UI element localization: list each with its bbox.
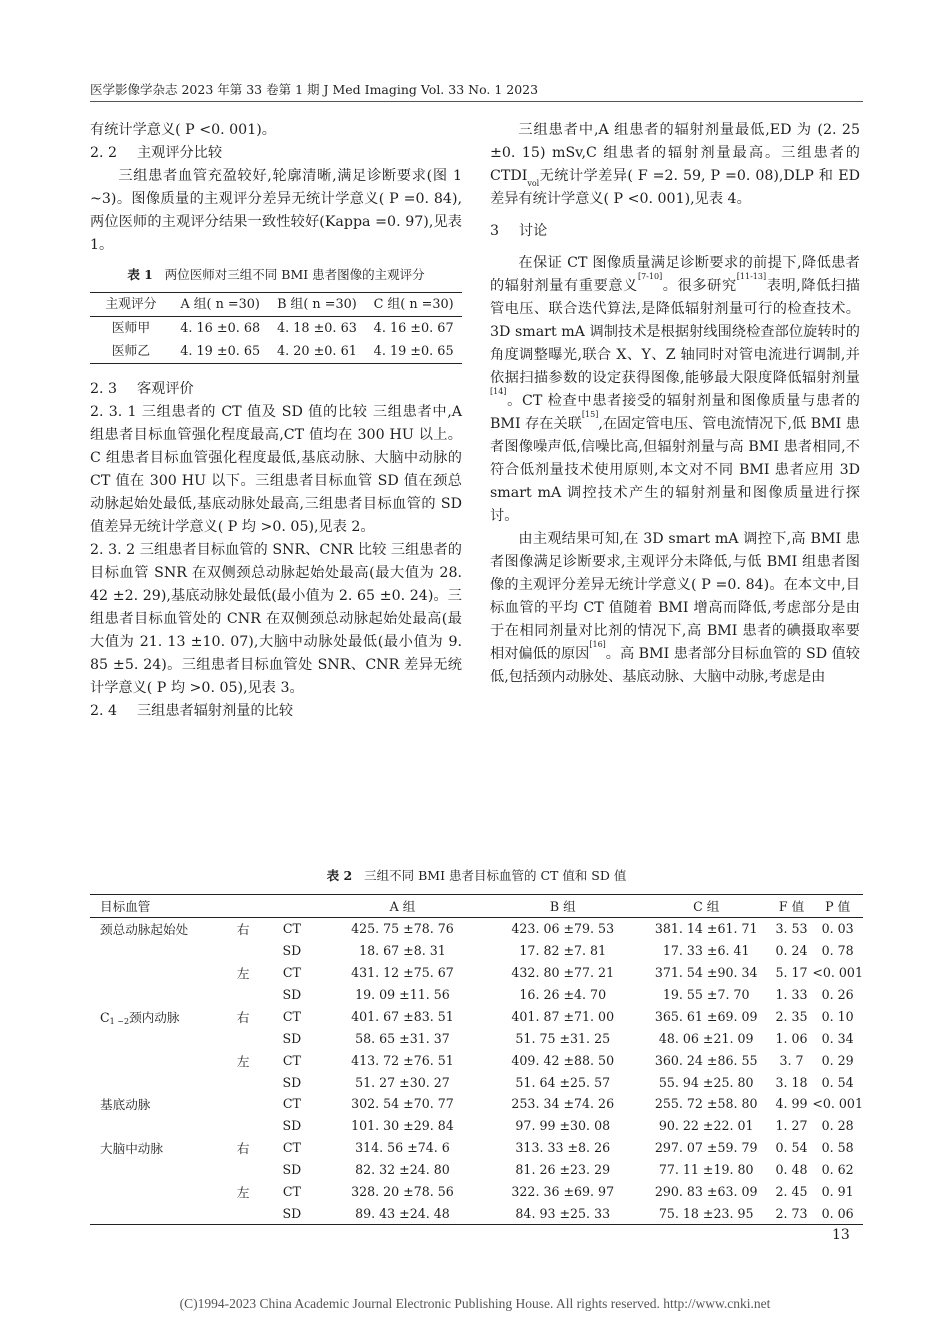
table-cell-vessel [90,1071,224,1093]
table2-header: 目标血管 [100,899,151,915]
heading-3-title: 讨论 [518,223,548,239]
table-cell-p: 0. 62 [821,1162,854,1178]
table-cell-a: 89. 43 ±24. 48 [355,1205,450,1221]
table-cell-side [224,1071,263,1093]
table-row [90,1137,863,1159]
heading-2-3-title: 客观评价 [136,381,194,397]
table-cell-metric: SD [282,987,302,1002]
table-cell-p: 0. 58 [821,1140,854,1156]
table-cell-side [224,940,263,962]
table-cell-a: 58. 65 ±31. 37 [355,1030,450,1046]
table-cell-c: 290. 83 ±63. 09 [654,1184,758,1200]
table-row [90,1115,863,1137]
table-cell-vessel: 大脑中动脉 [100,1141,163,1157]
table-cell-c: 90. 22 ±22. 01 [658,1118,754,1134]
table-cell-b: 423. 06 ±79. 53 [511,921,615,937]
vessel-text: C [100,1009,110,1025]
table-cell-b: 84. 93 ±25. 33 [515,1205,611,1221]
table-cell-p: 0. 34 [821,1030,854,1046]
table-row [90,1071,863,1093]
table-cell-p: 0. 29 [821,1052,854,1068]
table-cell-b: 401. 87 ±71. 00 [511,1008,615,1024]
table-cell-p: <0. 001 [812,965,863,981]
table2-header: P 值 [825,899,851,915]
table1-header: 主观评分 [105,297,157,312]
table2-block [90,860,863,1225]
table-row [90,1093,863,1115]
table-cell-side [224,984,263,1006]
table-cell-metric: CT [282,1096,301,1112]
table-cell-metric: CT [282,1008,301,1024]
table-cell-c: 17. 33 ±6. 41 [662,943,750,959]
table2-body [90,917,863,1224]
table-cell-f: 1. 06 [775,1030,808,1046]
table-cell-metric: SD [282,1205,302,1221]
table-cell-c: 55. 94 ±25. 80 [658,1074,754,1090]
heading-2-4 [90,700,462,723]
table-cell-a: 401. 67 ±83. 51 [351,1008,454,1024]
table-cell-c: 19. 55 ±7. 70 [662,987,750,1002]
table-cell-a: 18. 67 ±8. 31 [359,943,446,959]
table-cell: 4. 20 ±0. 61 [276,344,357,359]
heading-3 [490,220,860,243]
table-cell-f: 3. 18 [775,1074,808,1090]
table-cell-p: 0. 28 [821,1118,854,1134]
table-cell-b: 253. 34 ±74. 26 [511,1096,615,1112]
table-cell-side: 左 [236,1185,250,1201]
table-cell-b: 17. 82 ±7. 81 [519,943,607,959]
table-cell-c: 77. 11 ±19. 80 [658,1162,754,1178]
paragraph-2-3-1: 2. 3. 1 三组患者的 CT 值及 SD 值的比较 三组患者中,A 组患者目标血管强化程度最高,CT 值均在 300 HU 以上。C 组患者目标血管强化程度最低,基底动脉、大脑中动脉的 CT 值在 300 HU 以下。三组患者目标血管 SD 值在颈总动脉起始处最低,基底动脉处最高,三组患者目标血管的 SD 值差异无统计学意义( P 均 >0. 05),见表 2。 [90,404,462,535]
table-cell-vessel [90,1005,224,1027]
heading-2-4-number: 2. 4 [90,703,118,719]
paragraph-subjective: 三组患者血管充盈较好,轮廓清晰,满足诊断要求(图 1 ~3)。图像质量的主观评分差异无统计学意义( P =0. 84),两位医师的主观评分结果一致性较好(Kappa =0. 97),见表 1。 [90,168,462,253]
table2-header: B 组 [549,899,576,915]
right-column [490,119,860,689]
table-row [90,917,863,939]
table-cell-f: 2. 73 [775,1205,808,1221]
table2-header: F 值 [778,899,805,915]
table-row [90,984,863,1006]
table-cell-f: 1. 33 [775,987,808,1002]
table-cell-f: 0. 54 [775,1140,808,1156]
text-run: 表明,降低扫描管电压、联合迭代算法,是降低辐射剂量可行的检查技术。3D smart mA 调制技术是根据射线围绕检查部位旋转时的角度调整曝光,联合 X、Y、Z 轴同时对管电流进行调制,并依据扫描参数的设定获得图像,能够最大限度降低辐射剂量 [490,278,860,386]
table-cell-f: 1. 27 [775,1118,808,1134]
table1-caption [90,263,462,286]
table-cell-vessel [90,940,224,962]
text-run: 三组患者中,A 组患者的辐射剂量最低,ED 为 (2. 25 ±0. 15) mSv,C 组患者的辐射剂量最高。三组患者的 CTDI [490,122,860,184]
table-cell-c: 75. 18 ±23. 95 [658,1205,754,1221]
table-cell-side [224,1115,263,1137]
table-cell-a: 425. 75 ±78. 76 [351,921,454,937]
table-cell-a: 101. 30 ±29. 84 [351,1118,454,1134]
table-cell-c: 381. 14 ±61. 71 [654,921,758,937]
heading-3-number: 3 [490,223,500,239]
table2-caption [90,866,863,884]
text-run: 。很多研究 [662,278,737,294]
table-cell-p: <0. 001 [812,1096,863,1112]
table-cell-c: 297. 07 ±59. 79 [654,1140,758,1156]
text-run: 由主观结果可知,在 3D smart mA 调控下,高 BMI 患者图像满足诊断要求,主观评分未降低,与低 BMI 组患者图像的主观评分差异无统计学意义( P =0. 84)。在本文中,目标血管的平均 CT 值随着 BMI 增高而降低,考虑部分是由于在相同剂量对比剂的情况下,高 BMI 患者的碘摄取率要相对偏低的原因 [490,531,860,662]
table2 [90,894,863,1225]
table-cell-c: 360. 24 ±86. 55 [654,1052,758,1068]
copyright-footer: (C)1994-2023 China Academic Journal Electronic Publishing House. All rights reserved. http://www.cnki.net [179,1296,771,1311]
table-row [90,340,462,364]
table-cell-a: 19. 09 ±11. 56 [355,987,450,1002]
table-cell-p: 0. 03 [821,921,854,937]
table-cell-f: 2. 45 [775,1184,808,1200]
table-cell-a: 431. 12 ±75. 67 [351,965,454,981]
table-cell-a: 328. 20 ±78. 56 [351,1184,454,1200]
table-cell-metric: SD [282,943,302,959]
table-cell-f: 0. 24 [775,943,808,959]
table-cell: 4. 16 ±0. 67 [373,321,454,336]
table1-title: 两位医师对三组不同 BMI 患者图像的主观评分 [164,267,425,282]
table-cell-metric: CT [282,965,301,981]
citation: [15] [581,410,599,419]
heading-2-2-number: 2. 2 [90,145,118,161]
table-cell-vessel [90,1027,224,1049]
table-row [90,317,462,341]
table-cell-metric: SD [282,1162,302,1178]
subscript: vol [527,179,540,188]
table-cell-p: 0. 06 [821,1205,854,1221]
table-cell-c: 371. 54 ±90. 34 [654,965,758,981]
table-cell-p: 0. 10 [821,1008,854,1024]
table-cell-p: 0. 91 [821,1184,854,1200]
paragraph-2-3-2: 2. 3. 2 三组患者目标血管的 SNR、CNR 比较 三组患者的目标血管 SNR 在双侧颈总动脉起始处最高(最大值为 28. 42 ±2. 29),基底动脉处最低(最小值为 2. 65 ±0. 24)。三组患者目标血管处的 CNR 在双侧颈总动脉起始处最高(最大值为 21. 13 ±10. 07),大脑中动脉处最低(最小值为 9. 85 ±5. 24)。三组患者目标血管处 SNR、CNR 差异无统计学意义( P 均 >0. 05),见表 3。 [90,542,462,696]
paragraph-discussion-1 [490,252,860,528]
table-row [90,1202,863,1224]
left-column [90,119,462,723]
table-cell-b: 51. 75 ±31. 25 [515,1030,611,1046]
citation: [7-10] [637,272,663,281]
paragraph-dose [490,119,860,211]
table-cell: 4. 19 ±0. 65 [373,344,454,359]
table1-header: A 组( n =30) [180,297,260,312]
heading-2-2-title: 主观评分比较 [136,145,223,161]
paragraph-discussion-2 [490,528,860,689]
table-cell-c: 365. 61 ±69. 09 [654,1008,758,1024]
table-cell-b: 16. 26 ±4. 70 [519,987,607,1002]
citation: [11-13] [736,272,767,281]
table-row [90,940,863,962]
table-cell-metric: CT [282,1052,301,1068]
table2-title: 三组不同 BMI 患者目标血管的 CT 值和 SD 值 [364,868,627,883]
header-rule [90,101,863,102]
table-cell-a: 82. 32 ±24. 80 [355,1162,450,1178]
table2-label: 表 2 [326,868,353,883]
table-cell-vessel [90,1049,224,1071]
text-run: ,在固定管电压、管电流情况下,低 BMI 患者图像噪声低,信噪比高,但辐射剂量与高 BMI 患者相同,不符合低剂量技术使用原则,本文对不同 BMI 患者应用 3D smart mA 调控技术产生的辐射剂量和图像质量进行探讨。 [490,416,860,524]
table1-header: C 组( n =30) [373,297,454,312]
running-header: 医学影像学杂志 2023 年第 33 卷第 1 期 J Med Imaging Vol. 33 No. 1 2023 [90,82,539,97]
table-cell: 医师乙 [111,344,151,359]
text-run: 。CT 检查中患者接受的辐射剂量和图像质量与患者的 BMI 存在关联 [490,393,860,432]
heading-2-3 [90,378,462,401]
table-cell: 医师甲 [111,321,151,336]
table-cell-a: 413. 72 ±76. 51 [351,1052,454,1068]
table-cell-vessel [90,962,224,984]
citation: [14] [490,387,507,396]
page-number: 13 [832,1227,850,1243]
text-run: 无统计学差异( F =2. 59, P =0. 08),DLP 和 ED 差异有统计学意义( P <0. 001),见表 4。 [490,168,860,207]
table-row [90,1181,863,1203]
table-cell-vessel [90,1115,224,1137]
heading-2-2 [90,142,462,165]
table-cell-vessel [90,984,224,1006]
table-cell-side: 左 [236,966,250,982]
table-cell-b: 313. 33 ±8. 26 [515,1140,611,1156]
table2-header: C 组 [693,899,720,915]
table-cell-metric: SD [282,1030,302,1046]
table-cell: 4. 19 ±0. 65 [180,344,261,359]
table-cell-side: 右 [236,922,250,938]
table-cell-side: 右 [236,1141,250,1157]
table-cell-metric: SD [282,1118,302,1134]
table-cell-metric: CT [282,1184,301,1200]
table-cell-side [224,1202,263,1224]
paragraph-continuation: 有统计学意义( P <0. 001)。 [90,122,276,138]
table-cell-f: 4. 99 [775,1096,808,1112]
table-cell-b: 81. 26 ±23. 29 [515,1162,611,1178]
table-row [90,1005,863,1027]
table-cell-f: 3. 53 [775,921,808,937]
text-run: 。高 BMI 患者部分目标血管的 SD 值较低,包括颈内动脉处、基底动脉、大脑中动脉,考虑是由 [490,646,860,685]
table1 [90,292,462,364]
table-cell-metric: CT [282,921,301,937]
table-cell-side [224,1027,263,1049]
vessel-subscript: 1 ~2 [109,1016,130,1026]
table1-label: 表 1 [127,267,153,282]
table-row [90,962,863,984]
table-row [90,1159,863,1181]
table-cell-c: 255. 72 ±58. 80 [654,1096,758,1112]
citation: [16] [589,640,606,649]
table-cell-a: 51. 27 ±30. 27 [355,1074,450,1090]
table-cell-a: 314. 56 ±74. 6 [355,1140,450,1156]
table-cell-b: 51. 64 ±25. 57 [515,1074,611,1090]
table-cell-b: 409. 42 ±88. 50 [511,1052,615,1068]
table2-header: A 组 [389,899,416,915]
table-cell: 4. 18 ±0. 63 [276,321,357,336]
table-cell-vessel: 颈总动脉起始处 [100,922,189,938]
table-cell-a: 302. 54 ±70. 77 [351,1096,454,1112]
table-cell-side: 左 [236,1053,250,1069]
table-cell-vessel [90,1202,224,1224]
table-cell: 4. 16 ±0. 68 [180,321,261,336]
table-cell-f: 3. 7 [779,1052,804,1068]
table-cell-b: 322. 36 ±69. 97 [511,1184,615,1200]
table-cell-side [224,1159,263,1181]
table-cell-vessel [90,1159,224,1181]
table-cell-p: 0. 78 [821,943,854,959]
table-cell-metric: CT [282,1140,301,1156]
table2-header-row [90,895,863,918]
table-row [90,1027,863,1049]
heading-2-4-title: 三组患者辐射剂量的比较 [136,703,294,719]
table-cell-f: 0. 48 [775,1162,808,1178]
table-cell-f: 5. 17 [775,965,808,981]
table-cell-vessel [90,1181,224,1203]
table-row [90,1049,863,1071]
table-cell-b: 432. 80 ±77. 21 [511,965,615,981]
table-cell-c: 48. 06 ±21. 09 [658,1030,754,1046]
table-cell-side: 右 [236,1009,250,1025]
table-cell-vessel: 基底动脉 [100,1097,151,1113]
table1-header: B 组( n =30) [277,297,357,312]
table-cell-f: 2. 35 [775,1008,808,1024]
table-cell-p: 0. 54 [821,1074,854,1090]
table1-header-row [90,293,462,317]
table-cell-side [224,1093,263,1115]
heading-2-3-number: 2. 3 [90,381,118,397]
table-cell-b: 97. 99 ±30. 08 [515,1118,611,1134]
table-cell-metric: SD [282,1074,302,1090]
table-cell-p: 0. 26 [821,987,854,1002]
vessel-text: 颈内动脉 [129,1009,180,1025]
text-run: 在保证 CT 图像质量满足诊断要求的前提下,降低患者的辐射剂量有重要意义 [490,255,860,294]
